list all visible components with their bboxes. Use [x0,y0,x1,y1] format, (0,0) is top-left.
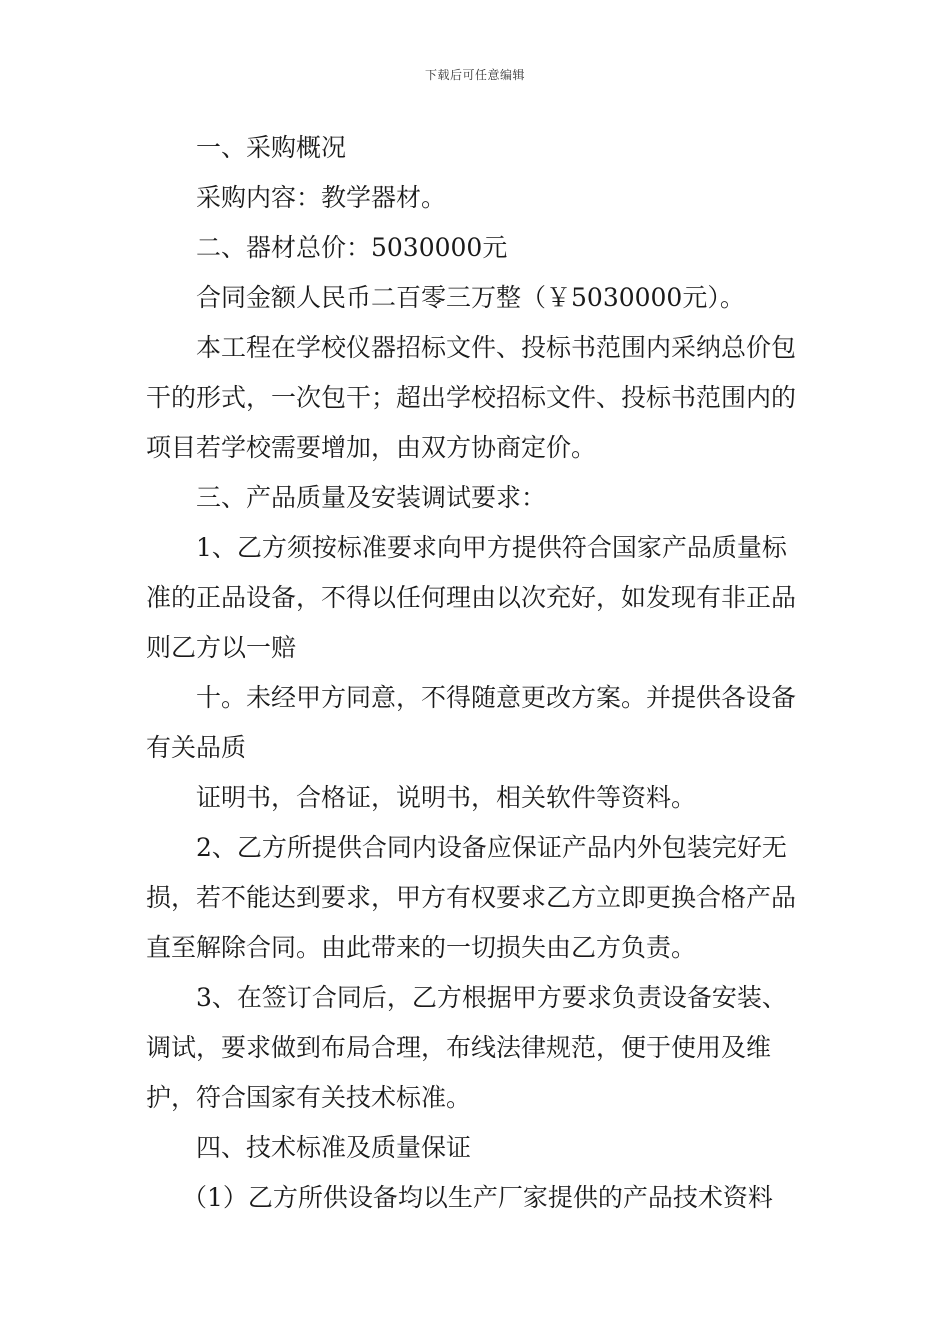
paragraph-clause-2: 2、乙方所提供合同内设备应保证产品内外包装完好无损，若不能达到要求，甲方有权要求乙方立即更换合格产品直至解除合同。由此带来的一切损失由乙方负责。 [146,833,797,962]
paragraph-procurement-content: 采购内容：教学器材。 [196,183,447,212]
section-heading-quality-installation: 三、产品质量及安装调试要求： [196,483,547,512]
paragraph-clause-technical-1: （1）乙方所供设备均以生产厂家提供的产品技术资料 [182,1183,773,1212]
paragraph-certificates: 证明书，合格证，说明书，相关软件等资料。 [196,783,697,812]
section-heading-procurement-overview: 一、采购概况 [196,133,347,162]
paragraph-project-scope: 本工程在学校仪器招标文件、投标书范围内采纳总价包干的形式，一次包干；超出学校招标文件、投标书范围内的项目若学校需要增加，由双方协商定价。 [146,333,797,462]
paragraph-clause-1-continued: 十。未经甲方同意，不得随意更改方案。并提供各设备有关品质 [146,683,797,762]
section-heading-total-price: 二、器材总价：5030000元 [196,233,508,262]
section-heading-technical-standards: 四、技术标准及质量保证 [196,1133,472,1162]
document-body [146,123,806,1223]
paragraph-contract-amount: 合同金额人民币二百零三万整（￥5030000元）。 [196,283,745,312]
paragraph-clause-3: 3、在签订合同后，乙方根据甲方要求负责设备安装、调试，要求做到布局合理，布线法律规范，便于使用及维护，符合国家有关技术标准。 [146,983,787,1112]
paragraph-clause-1: 1、乙方须按标准要求向甲方提供符合国家产品质量标准的正品设备，不得以任何理由以次充好，如发现有非正品则乙方以一赔 [146,533,797,662]
header-note: 下载后可任意编辑 [424,68,525,82]
